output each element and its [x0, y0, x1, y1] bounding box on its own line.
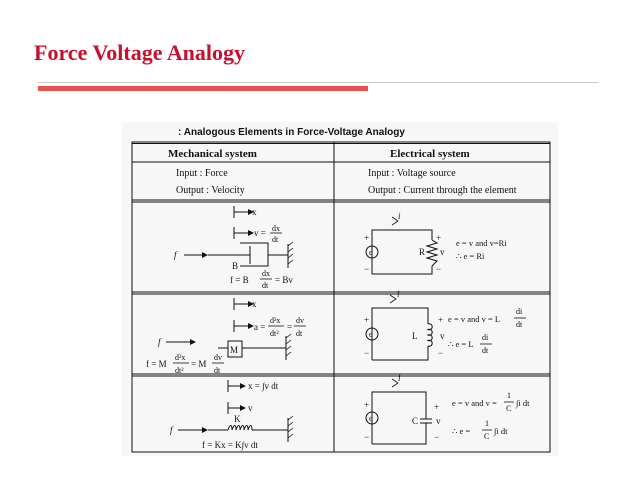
- r2-element-label: L: [412, 331, 418, 341]
- r2-eq2-num: di: [482, 333, 489, 342]
- r3-plus-left: +: [364, 400, 370, 410]
- r3-source-label: e: [369, 414, 373, 423]
- r2-acc-lhs: a =: [254, 322, 266, 332]
- r1-eq-rhs: = Bv: [275, 275, 293, 285]
- analogy-table-figure: [122, 122, 558, 456]
- r2-minus-left: −: [364, 348, 370, 358]
- header-electrical: Electrical system: [390, 148, 470, 160]
- r1-eq-num: dx: [262, 269, 270, 278]
- r1-element-label: R: [419, 247, 426, 257]
- r3-eq: f = Kx = K∫v dt: [202, 440, 258, 450]
- row2-mechanical: [146, 298, 306, 375]
- r2-acc-den2: dt: [296, 329, 303, 338]
- r3-spring-label: K: [234, 414, 241, 424]
- r1-plus-left: +: [364, 233, 370, 243]
- r2-eq-num2: dv: [214, 353, 222, 362]
- r2-plus-right: +: [438, 315, 444, 325]
- r2-acc-num2: dv: [296, 316, 304, 325]
- slide-title: Force Voltage Analogy: [34, 40, 246, 65]
- r2-acc-num: d²x: [270, 316, 281, 325]
- r2-force-label: f: [158, 337, 161, 347]
- elec-output: Output : Current through the element: [368, 185, 517, 196]
- r2-minus-right: −: [438, 348, 444, 358]
- r2-acc-den: dt²: [270, 329, 279, 338]
- elec-input: Input : Voltage source: [368, 168, 456, 179]
- table-caption: : Analogous Elements in Force-Voltage Analogy: [178, 127, 405, 138]
- r1-eq-den: dt: [262, 281, 269, 290]
- r2-eq-mid: = M: [191, 359, 207, 369]
- r2-eq1-num: di: [516, 307, 523, 316]
- r3-eq2-num: 1: [485, 419, 489, 428]
- r2-disp-label: x: [252, 299, 257, 309]
- r3-eq1-den: C: [506, 404, 512, 413]
- r2-acc-eq: =: [287, 322, 293, 332]
- r2-eq-num: d²x: [175, 353, 186, 362]
- r3-vel-label: v: [248, 403, 253, 413]
- r1-damper-label: B: [232, 261, 239, 271]
- r1-vel-num: dx: [272, 224, 280, 233]
- r1-vel-den: dt: [272, 235, 279, 244]
- r3-eq2-tail: ∫i dt: [494, 426, 508, 436]
- r1-minus-right: −: [436, 264, 442, 274]
- r2-eq-lhs: f = M: [146, 359, 167, 369]
- analogy-table-drawing: [122, 122, 558, 456]
- r3-eq2: ∴ e =: [452, 426, 471, 436]
- r2-eq2-den: dt: [482, 346, 489, 355]
- r3-disp-label: x = ∫v dt: [248, 381, 279, 391]
- header-mechanical: Mechanical system: [168, 148, 257, 160]
- r2-mass-label: M: [230, 345, 239, 355]
- r1-eq2: ∴ e = Ri: [456, 251, 485, 261]
- r1-disp-label: x: [252, 207, 257, 217]
- row3-electrical: [364, 373, 530, 444]
- mech-output: Output : Velocity: [176, 185, 245, 196]
- r2-eq1: e = v and v = L: [448, 314, 501, 324]
- row1-electrical: [364, 211, 507, 274]
- r3-minus-left: −: [364, 432, 370, 442]
- r1-current-label: i: [398, 211, 401, 221]
- r2-v-label: v: [440, 331, 445, 341]
- r3-force-label: f: [170, 425, 173, 435]
- title-underline-red: [38, 86, 368, 91]
- r2-eq-den2: dt: [214, 366, 221, 375]
- r1-plus-right: +: [436, 233, 442, 243]
- r2-eq1-den: dt: [516, 320, 523, 329]
- row1-mechanical: [174, 206, 293, 290]
- r2-source-label: e: [369, 330, 373, 339]
- row2-electrical: [364, 289, 526, 360]
- r2-eq2: ∴ e = L: [448, 339, 474, 349]
- r2-eq-den: dt²: [175, 366, 184, 375]
- r3-eq1-tail: ∫i dt: [516, 398, 530, 408]
- r3-current-label: i: [398, 373, 401, 383]
- r2-plus-left: +: [364, 315, 370, 325]
- r1-force-label: f: [174, 250, 177, 260]
- r3-eq1-num: 1: [507, 391, 511, 400]
- r3-eq1: e = v and v =: [452, 398, 497, 408]
- r1-eq-lhs: f = B: [230, 275, 249, 285]
- r3-eq2-den: C: [484, 432, 490, 441]
- mech-input: Input : Force: [176, 168, 228, 179]
- r1-vel-lhs: v =: [254, 228, 266, 238]
- r1-source-label: e: [369, 248, 373, 257]
- r1-minus-left: −: [364, 264, 370, 274]
- r1-v-label: v: [440, 247, 445, 257]
- r3-minus-right: −: [434, 432, 440, 442]
- r3-plus-right: +: [434, 402, 440, 412]
- r1-eq1: e = v and v=Ri: [456, 238, 507, 248]
- r3-v-label: v: [436, 416, 441, 426]
- row3-mechanical: [170, 380, 293, 451]
- title-underline-grey: [38, 82, 598, 83]
- r3-element-label: C: [412, 416, 419, 426]
- r2-current-label: i: [397, 289, 400, 299]
